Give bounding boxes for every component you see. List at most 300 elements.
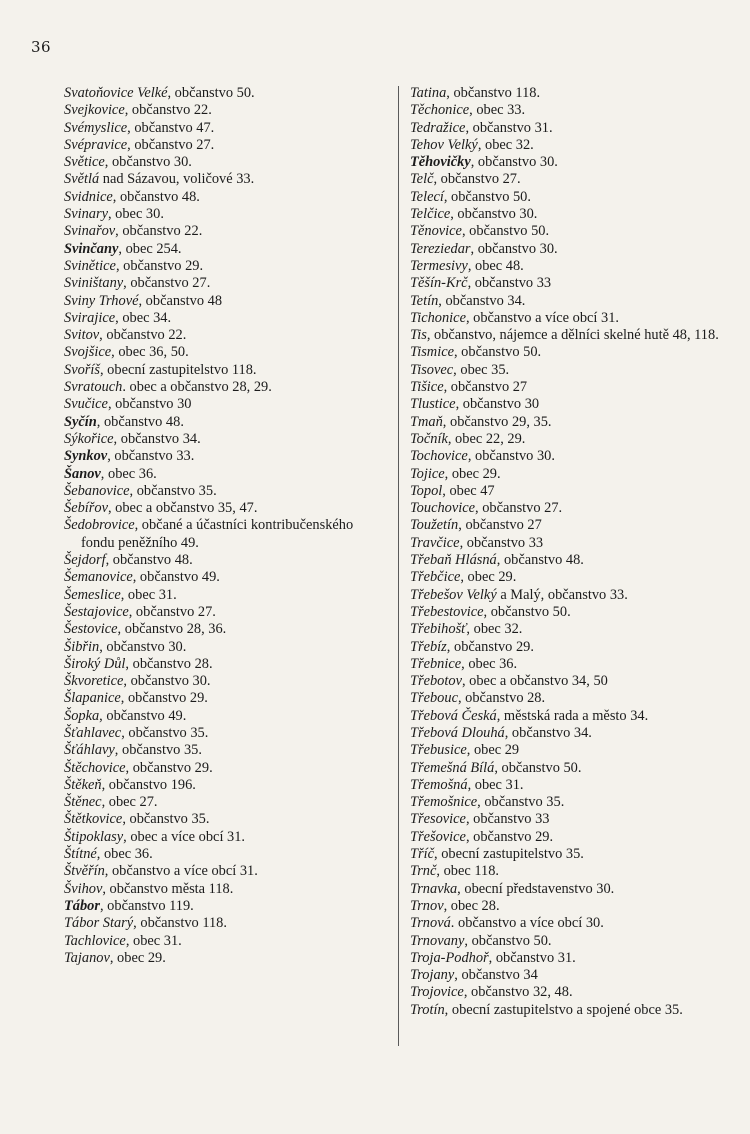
- entry-description: , obec 29.: [444, 465, 501, 482]
- place-name: Tismice: [410, 344, 454, 361]
- entry-description: , občanstvo 30.: [470, 240, 558, 257]
- entry-description: , občané a účastníci kontribučenského fondu peněžního 49.: [81, 517, 354, 551]
- entry-description: , občanstvo 22.: [124, 102, 212, 119]
- entry-description: , obecní zastupitelstvo 35.: [434, 846, 584, 863]
- place-name: Tisovec: [410, 361, 454, 378]
- place-name: Těnovice: [410, 223, 462, 240]
- index-entry: [64, 639, 382, 656]
- index-entry: [410, 950, 740, 967]
- index-entry: [410, 171, 740, 188]
- index-entry: [410, 344, 740, 361]
- index-entry: [410, 967, 740, 984]
- place-name: Tedražice: [410, 119, 466, 136]
- index-entry: [410, 120, 740, 137]
- index-entry: [64, 293, 382, 310]
- entry-description: , občanstvo 30.: [123, 673, 211, 690]
- index-column-left: [64, 85, 382, 967]
- place-name: Telč: [410, 171, 434, 188]
- index-entry: [410, 466, 740, 483]
- index-entry: [410, 811, 740, 828]
- index-entry: [410, 725, 740, 742]
- place-name: Štěkeň: [64, 776, 102, 793]
- index-entry: [64, 275, 382, 292]
- place-name: Tojice: [410, 465, 445, 482]
- entry-description: , obec 36.: [96, 846, 153, 863]
- index-entry: [410, 673, 740, 690]
- entry-description: , občanstvo města 118.: [102, 880, 234, 897]
- place-name: Svinary: [64, 206, 108, 223]
- index-entry: [64, 552, 382, 569]
- place-name: Tišice: [410, 379, 444, 396]
- entry-description: , občanstvo 22.: [115, 223, 203, 240]
- place-name: Tetín: [410, 292, 439, 309]
- entry-description: , obec 35.: [453, 361, 510, 378]
- entry-description: , obec 34.: [115, 309, 172, 326]
- entry-description: , občanstvo 29, 35.: [442, 413, 552, 430]
- place-name: Šejdorf: [64, 552, 106, 569]
- place-name: Svidnice: [64, 188, 113, 205]
- place-name: Třebotov: [410, 673, 462, 690]
- entry-description: , občanstvo 27: [443, 379, 528, 396]
- entry-description: , městská rada a město 34.: [496, 707, 649, 724]
- entry-description: , občanstvo 33.: [107, 448, 195, 465]
- index-entry: [410, 431, 740, 448]
- entry-description: , občanstvo 28, 36.: [117, 621, 227, 638]
- place-name: Štětkovice: [64, 811, 123, 828]
- place-name: Svatoňovice Velké: [64, 85, 168, 101]
- index-entry: [410, 85, 740, 102]
- place-name: Trojany: [410, 967, 455, 984]
- entry-description: , občanstvo 30: [107, 396, 192, 413]
- place-name: Šestovice: [64, 621, 118, 638]
- entry-description: , občanstvo 35.: [114, 742, 202, 759]
- index-entry: [410, 569, 740, 586]
- entry-description: , občanstvo 27.: [433, 171, 521, 188]
- place-name: Třemošná: [410, 776, 468, 793]
- index-entry: [64, 811, 382, 828]
- index-entry: [410, 639, 740, 656]
- place-name: Třebešov Velký: [410, 586, 497, 603]
- entry-description: , občanstvo 34.: [113, 430, 201, 447]
- entry-description: , občanstvo 33: [465, 811, 550, 828]
- place-name: Třebestovice: [410, 603, 484, 620]
- place-name: Třebčice: [410, 569, 461, 586]
- index-entry: [64, 794, 382, 811]
- index-entry: [64, 673, 382, 690]
- place-name: Trnovany: [410, 932, 465, 949]
- place-name: Sýkořice: [64, 430, 114, 447]
- index-entry: [64, 154, 382, 171]
- place-name: Točník: [410, 430, 448, 447]
- place-name: Štvěřín: [64, 863, 105, 880]
- place-name: Štítné: [64, 846, 97, 863]
- place-name: Touchovice: [410, 500, 476, 517]
- place-name: Tábor Starý: [64, 915, 134, 932]
- place-name: Šedobrovice: [64, 517, 135, 534]
- place-name: Svojšice: [64, 344, 112, 361]
- place-name: Tis: [410, 327, 427, 344]
- entry-description: , obec 29.: [109, 949, 166, 966]
- entry-description: , občanstvo 48: [138, 292, 223, 309]
- entry-description: , občanstvo 29.: [125, 759, 213, 776]
- entry-description: , občanstvo 29.: [446, 638, 534, 655]
- index-entry: [64, 500, 382, 517]
- entry-description: , občanstvo a více obcí 31.: [104, 863, 258, 880]
- index-entry: [64, 881, 382, 898]
- index-entry: [410, 275, 740, 292]
- entry-description: , obec 36, 50.: [111, 344, 189, 361]
- index-entry: [64, 206, 382, 223]
- place-name: Šibřin: [64, 638, 100, 655]
- entry-description: , občanstvo 34: [454, 967, 538, 984]
- place-name: Třebová Česká: [410, 707, 497, 724]
- index-entry: [410, 604, 740, 621]
- index-entry: [410, 846, 740, 863]
- place-name: Tajanov: [64, 949, 110, 966]
- place-name: Šebanovice: [64, 482, 130, 499]
- entry-description: a Malý, občanstvo 33.: [496, 586, 628, 603]
- place-name: Švihov: [64, 880, 103, 897]
- index-entry: [410, 1002, 740, 1019]
- place-name: Tmaň: [410, 413, 443, 430]
- entry-description: , obec 47: [442, 482, 495, 499]
- entry-description: , občanstvo 49.: [99, 707, 187, 724]
- place-name: Topol: [410, 482, 443, 499]
- place-name: Svinařov: [64, 223, 116, 240]
- entry-description: , občanstvo 31.: [488, 949, 576, 966]
- place-name: Tachlovice: [64, 932, 126, 949]
- entry-description: , obecní zastupitelstvo 118.: [99, 361, 257, 378]
- place-name: Třebouc: [410, 690, 458, 707]
- entry-description: , občanstvo 31.: [465, 119, 553, 136]
- index-entry: [410, 881, 740, 898]
- index-entry: [64, 829, 382, 846]
- place-name: Sviny Trhové: [64, 292, 139, 309]
- index-entry: [64, 241, 382, 258]
- place-name: Trojovice: [410, 984, 464, 1001]
- index-entry: [410, 189, 740, 206]
- index-entry: [64, 223, 382, 240]
- index-entry: [410, 915, 740, 932]
- place-name: Šanov: [64, 465, 101, 482]
- place-name: Svinčany: [64, 240, 119, 257]
- index-entry: [64, 846, 382, 863]
- entry-description: , obec 22, 29.: [447, 430, 526, 447]
- place-name: Šestajovice: [64, 603, 129, 620]
- place-name: Troja-Podhoř: [410, 949, 489, 966]
- entry-description: , občanstvo, nájemce a dělníci skelné hutě 48, 118.: [426, 327, 719, 344]
- index-entry: [410, 517, 740, 534]
- place-name: Štěchovice: [64, 759, 126, 776]
- place-name: Tlustice: [410, 396, 456, 413]
- index-entry: [64, 310, 382, 327]
- entry-description: , občanstvo 32, 48.: [463, 984, 573, 1001]
- entry-description: , občanstvo 30.: [104, 154, 192, 171]
- entry-description: , obec 29: [466, 742, 520, 759]
- entry-description: , obec 31.: [120, 586, 177, 603]
- index-entry: [64, 950, 382, 967]
- entry-description: , obec 28.: [443, 897, 500, 914]
- index-entry: [410, 535, 740, 552]
- entry-description: , občanstvo 33: [467, 275, 552, 292]
- entry-description: , obec 36.: [461, 655, 518, 672]
- place-name: Synkov: [64, 448, 108, 465]
- index-entry: [410, 621, 740, 638]
- place-name: Šťahlavec: [64, 724, 122, 741]
- index-entry: [64, 431, 382, 448]
- entry-description: , obec 31.: [125, 932, 182, 949]
- index-entry: [64, 171, 382, 188]
- entry-description: , obec 48.: [467, 257, 524, 274]
- index-entry: [64, 120, 382, 137]
- index-entry: [64, 414, 382, 431]
- place-name: Syčín: [64, 413, 97, 430]
- entry-description: , občanstvo 27: [458, 517, 542, 534]
- index-entry: [410, 258, 740, 275]
- index-entry: [64, 483, 382, 500]
- entry-description: , občanstvo 30: [455, 396, 540, 413]
- column-divider: [398, 86, 399, 1046]
- place-name: Tábor: [64, 897, 100, 914]
- place-name: Těchonice: [410, 102, 470, 119]
- entry-description: , občanstvo 28.: [457, 690, 546, 707]
- index-entry: [410, 396, 740, 413]
- index-entry: [64, 777, 382, 794]
- place-name: Telecí: [410, 188, 444, 205]
- index-entry: [410, 656, 740, 673]
- entry-description: , občanstvo a více obcí 31.: [465, 309, 620, 326]
- index-entry: [410, 898, 740, 915]
- index-entry: [64, 258, 382, 275]
- index-entry: [64, 137, 382, 154]
- place-name: Šebířov: [64, 500, 108, 517]
- entry-description: , obec 118.: [436, 863, 500, 880]
- entry-description: . obec a občanstvo 28, 29.: [122, 379, 272, 396]
- entry-description: , obecní představenstvo 30.: [457, 880, 615, 897]
- place-name: Šťáhlavy: [64, 742, 115, 759]
- index-entry: [410, 223, 740, 240]
- entry-description: , občanstvo 118.: [446, 85, 541, 101]
- index-entry: [410, 102, 740, 119]
- entry-description: , občanstvo 35.: [129, 482, 217, 499]
- place-name: Svoříš: [64, 361, 100, 378]
- place-name: Štipoklasy: [64, 828, 124, 845]
- entry-description: , obec 29.: [460, 569, 517, 586]
- index-entry: [410, 708, 740, 725]
- index-entry: [64, 466, 382, 483]
- place-name: Třebnice: [410, 655, 462, 672]
- entry-description: , občanstvo 50.: [443, 188, 531, 205]
- place-name: Tichonice: [410, 309, 466, 326]
- index-entry: [410, 933, 740, 950]
- place-name: Svépravice: [64, 136, 128, 153]
- place-name: Třebaň Hlásná: [410, 552, 497, 569]
- index-entry: [64, 760, 382, 777]
- index-entry: [410, 552, 740, 569]
- index-entry: [64, 396, 382, 413]
- index-entry: [64, 569, 382, 586]
- place-name: Škvoretice: [64, 673, 124, 690]
- place-name: Trnavka: [410, 880, 458, 897]
- index-entry: [64, 708, 382, 725]
- place-name: Svejkovice: [64, 102, 125, 119]
- index-entry: [64, 933, 382, 950]
- entry-description: , občanstvo 30.: [470, 154, 558, 171]
- place-name: Tochovice: [410, 448, 468, 465]
- index-entry: [410, 137, 740, 154]
- index-entry: [410, 414, 740, 431]
- place-name: Těšín-Krč: [410, 275, 468, 292]
- entry-description: , občanstvo 34.: [438, 292, 526, 309]
- place-name: Třebová Dlouhá: [410, 724, 505, 741]
- entry-description: , občanstvo 22.: [99, 327, 187, 344]
- place-name: Toužetín: [410, 517, 459, 534]
- entry-description: , občanstvo 50.: [461, 223, 550, 240]
- index-entry: [64, 327, 382, 344]
- place-name: Šopka: [64, 707, 100, 724]
- index-entry: [64, 85, 382, 102]
- place-name: Svirajice: [64, 309, 116, 326]
- entry-description: , občanstvo 27.: [475, 500, 563, 517]
- index-entry: [410, 742, 740, 759]
- index-entry: [64, 344, 382, 361]
- entry-description: , občanstvo 50.: [453, 344, 542, 361]
- index-entry: [410, 448, 740, 465]
- place-name: Svitov: [64, 327, 100, 344]
- place-name: Trnov: [410, 897, 444, 914]
- index-entry: [410, 379, 740, 396]
- index-entry: [64, 656, 382, 673]
- place-name: Trotín: [410, 1001, 445, 1018]
- index-entry: [64, 587, 382, 604]
- index-entry: [410, 241, 740, 258]
- entry-description: , obec 31.: [467, 776, 524, 793]
- index-entry: [64, 742, 382, 759]
- entry-description: , občanstvo 29.: [120, 690, 208, 707]
- index-entry: [410, 293, 740, 310]
- place-name: Trnč: [410, 863, 437, 880]
- entry-description: , obec 254.: [118, 240, 182, 257]
- place-name: Šemanovice: [64, 569, 133, 586]
- entry-description: , občanstvo 49.: [132, 569, 220, 586]
- index-entry: [64, 725, 382, 742]
- entry-description: , občanstvo 27.: [128, 603, 216, 620]
- entry-description: , občanstvo 118.: [133, 915, 227, 932]
- index-entry: [64, 863, 382, 880]
- index-entry: [410, 154, 740, 171]
- index-entry: [64, 379, 382, 396]
- place-name: Třešovice: [410, 828, 466, 845]
- index-entry: [64, 604, 382, 621]
- index-entry: [64, 448, 382, 465]
- place-name: Trnová: [410, 915, 451, 932]
- place-name: Šlapanice: [64, 690, 121, 707]
- index-entry: [410, 483, 740, 500]
- index-entry: [410, 760, 740, 777]
- entry-description: , občanstvo 196.: [101, 776, 196, 793]
- entry-description: , občanstvo 50.: [464, 932, 552, 949]
- entry-description: , občanstvo 47.: [127, 119, 215, 136]
- entry-description: . občanstvo a více obcí 30.: [450, 915, 604, 932]
- entry-description: , občanstvo 50.: [167, 85, 255, 101]
- place-name: Světlá: [64, 171, 100, 188]
- place-name: Štěnec: [64, 794, 102, 811]
- entry-description: , obec 27.: [101, 794, 158, 811]
- index-entry: [64, 517, 382, 552]
- entry-description: , občanstvo 28.: [125, 655, 213, 672]
- index-entry: [410, 863, 740, 880]
- entry-description: , občanstvo 27.: [127, 136, 215, 153]
- index-entry: [410, 206, 740, 223]
- entry-description: , občanstvo 50.: [494, 759, 582, 776]
- entry-description: , obec 32.: [466, 621, 523, 638]
- index-entry: [410, 829, 740, 846]
- entry-description: , občanstvo 34.: [504, 724, 592, 741]
- place-name: Třesovice: [410, 811, 466, 828]
- entry-description: nad Sázavou, voličové 33.: [99, 171, 255, 188]
- index-entry: [410, 310, 740, 327]
- place-name: Široký Důl: [64, 655, 126, 672]
- entry-description: , občanstvo 30.: [467, 448, 555, 465]
- place-name: Světice: [64, 154, 105, 171]
- entry-description: , obec a občanstvo 34, 50: [461, 673, 608, 690]
- place-name: Svémyslice: [64, 119, 128, 136]
- place-name: Tehov Velký: [410, 136, 478, 153]
- index-entry: [410, 984, 740, 1001]
- index-entry: [410, 327, 740, 344]
- entry-description: , občanstvo 35.: [121, 724, 209, 741]
- entry-description: , obec 33.: [469, 102, 526, 119]
- index-entry: [410, 777, 740, 794]
- place-name: Svučice: [64, 396, 108, 413]
- index-column-right: [410, 85, 740, 1019]
- entry-description: , občanstvo 48.: [96, 413, 184, 430]
- place-name: Travčice: [410, 534, 460, 551]
- place-name: Telčice: [410, 206, 451, 223]
- place-name: Termesivy: [410, 257, 468, 274]
- entry-description: , občanstvo 29.: [465, 828, 554, 845]
- entry-description: , občanstvo 29.: [115, 257, 204, 274]
- place-name: Třebíz: [410, 638, 447, 655]
- entry-description: , občanstvo 35.: [477, 794, 565, 811]
- entry-description: , občanstvo 30.: [99, 638, 187, 655]
- index-entry: [410, 690, 740, 707]
- place-name: Třebihošť: [410, 621, 467, 638]
- place-name: Třemešná Bílá: [410, 759, 495, 776]
- place-name: Tatina: [410, 85, 447, 101]
- place-name: Sviništany: [64, 275, 124, 292]
- index-entry: [64, 898, 382, 915]
- entry-description: , obecní zastupitelstvo a spojené obce 35.: [444, 1001, 683, 1018]
- entry-description: , obec a více obcí 31.: [123, 828, 246, 845]
- index-entry: [410, 794, 740, 811]
- index-entry: [64, 690, 382, 707]
- index-entry: [64, 621, 382, 638]
- place-name: Těhovičky: [410, 154, 471, 171]
- index-entry: [64, 189, 382, 206]
- entry-description: , občanstvo 33: [459, 534, 544, 551]
- entry-description: , obec a občanstvo 35, 47.: [107, 500, 258, 517]
- entry-description: , obec 36.: [100, 465, 157, 482]
- index-entry: [410, 500, 740, 517]
- place-name: Třebusice: [410, 742, 467, 759]
- entry-description: , obec 30.: [107, 206, 164, 223]
- place-name: Tereziedar: [410, 240, 471, 257]
- entry-description: , občanstvo 35.: [122, 811, 210, 828]
- index-entry: [410, 362, 740, 379]
- index-entry: [64, 915, 382, 932]
- entry-description: , občanstvo 50.: [483, 603, 571, 620]
